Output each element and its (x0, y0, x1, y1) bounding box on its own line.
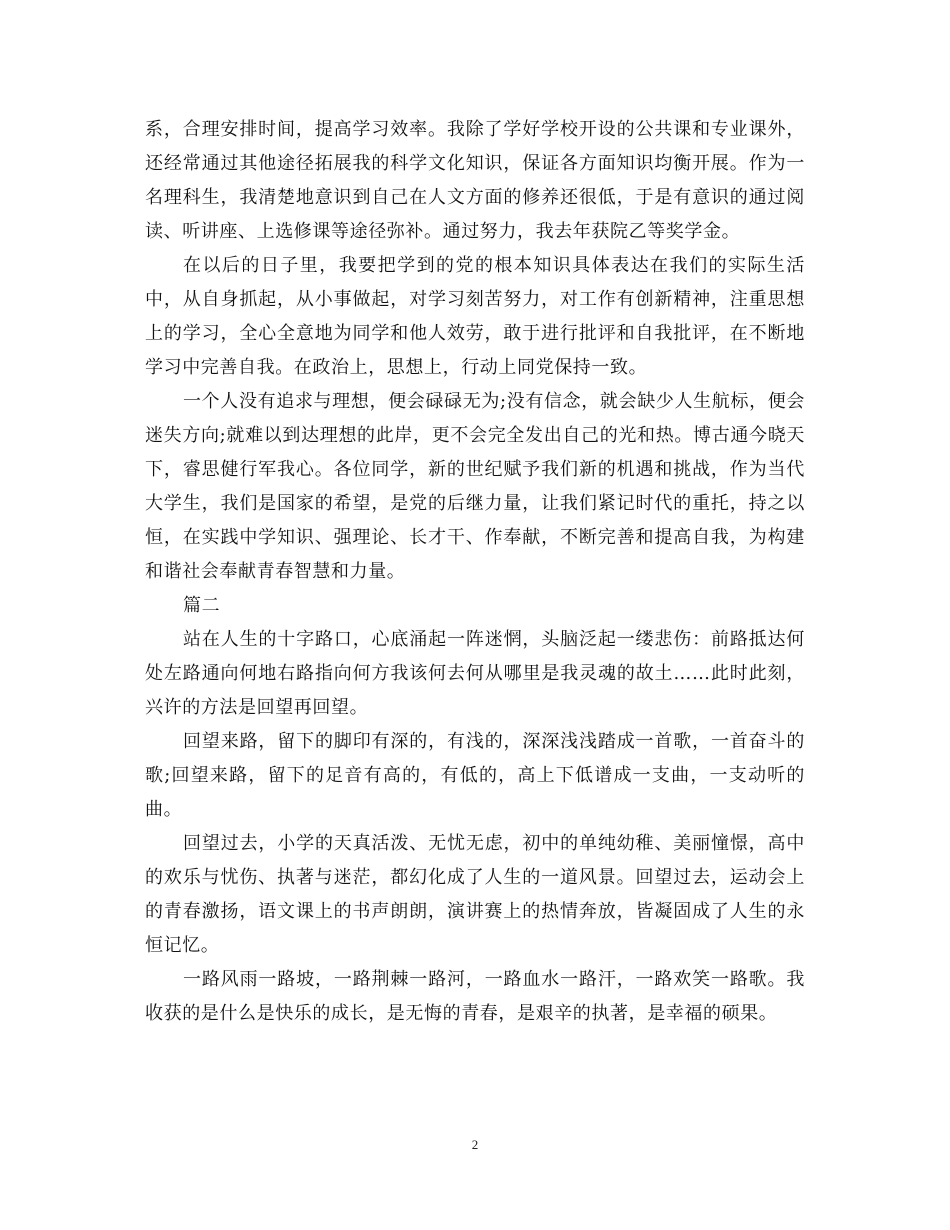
paragraph: 站在人生的十字路口，心底涌起一阵迷惘，头脑泛起一缕悲伤：前路抵达何处左路通向何地右路指向何方我该何去何从哪里是我灵魂的故土……此时此刻，兴许的方法是回望再回望。 (145, 629, 805, 718)
paragraph: 回望来路，留下的脚印有深的，有浅的，深深浅浅踏成一首歌，一首奋斗的歌;回望来路，留下的足音有高的，有低的，高上下低谱成一支曲，一支动听的曲。 (145, 731, 805, 820)
paragraph: 一路风雨一路坡，一路荆棘一路河，一路血水一路汗，一路欢笑一路歌。我收获的是什么是快乐的成长，是无悔的青春，是艰辛的执著，是幸福的硕果。 (145, 969, 805, 1024)
paragraph: 在以后的日子里，我要把学到的党的根本知识具体表达在我们的实际生活中，从自身抓起，从小事做起，对学习刻苦努力，对工作有创新精神，注重思想上的学习，全心全意地为同学和他人效劳，敢于进行批评和自我批评，在不断地学习中完善自我。在政治上，思想上，行动上同党保持一致。 (145, 255, 805, 378)
document-body (145, 113, 805, 1031)
paragraph-continuation: 系，合理安排时间，提高学习效率。我除了学好学校开设的公共课和专业课外，还经常通过其他途径拓展我的科学文化知识，保证各方面知识均衡开展。作为一名理科生，我清楚地意识到自己在人文方面的修养还很低，于是有意识的通过阅读、听讲座、上选修课等途径弥补。通过努力，我去年获院乙等奖学金。 (145, 119, 805, 242)
paragraph: 回望过去，小学的天真活泼、无忧无虑，初中的单纯幼稚、美丽憧憬，高中的欢乐与忧伤、执著与迷茫，都幻化成了人生的一道风景。回望过去，运动会上的青春激扬，语文课上的书声朗朗，演讲赛上的热情奔放，皆凝固成了人生的永恒记忆。 (145, 833, 805, 956)
paragraph: 一个人没有追求与理想，便会碌碌无为;没有信念，就会缺少人生航标，便会迷失方向;就难以到达理想的此岸，更不会完全发出自己的光和热。博古通今晓天下，睿思健行军我心。各位同学，新的世纪赋予我们新的机遇和挑战，作为当代大学生，我们是国家的希望，是党的后继力量，让我们紧记时代的重托，持之以恒，在实践中学知识、强理论、长才干、作奉献，不断完善和提高自我，为构建和谐社会奉献青春智慧和力量。 (145, 391, 805, 582)
page-number: 2 (471, 1137, 479, 1152)
section-heading: 篇二 (183, 595, 221, 616)
